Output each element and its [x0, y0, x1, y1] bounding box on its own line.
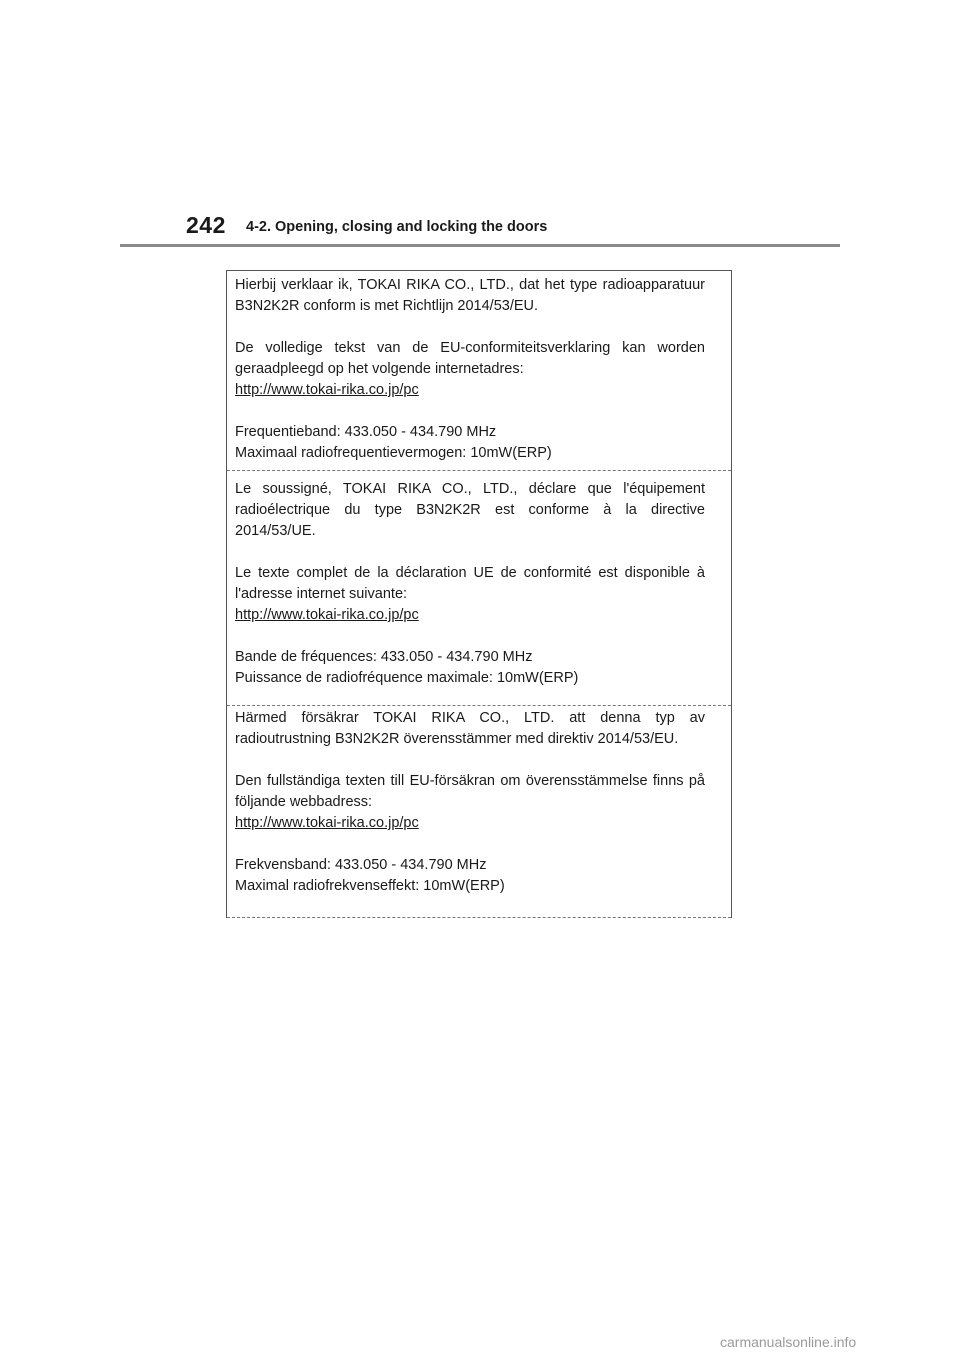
frequency-band: Frequentieband: 433.050 - 434.790 MHz — [235, 424, 497, 440]
full-text-intro: De volledige tekst van de EU-conformiteitsverklaring kan worden geraadpleegd op het volgende internetadres: — [235, 340, 705, 377]
declaration-block-dutch — [227, 275, 731, 471]
declaration-url-link[interactable]: http://www.tokai-rika.co.jp/pc — [235, 607, 419, 623]
max-power: Maximaal radiofrequentievermogen: 10mW(ERP) — [235, 445, 552, 461]
max-power: Puissance de radiofréquence maximale: 10mW(ERP) — [235, 670, 579, 686]
page-number: 242 — [186, 212, 226, 238]
declaration-block-french — [227, 479, 731, 706]
declaration-text: Hierbij verklaar ik, TOKAI RIKA CO., LTD., dat het type radioapparatuur B3N2K2R conform is met Richtlijn 2014/53/EU. — [235, 277, 705, 314]
declaration-url-link[interactable]: http://www.tokai-rika.co.jp/pc — [235, 815, 419, 831]
frequency-band: Frekvensband: 433.050 - 434.790 MHz — [235, 857, 487, 873]
declaration-text: Härmed försäkrar TOKAI RIKA CO., LTD. att denna typ av radioutrustning B3N2K2R överensstämmer med direktiv 2014/53/EU. — [235, 710, 705, 747]
full-text-intro: Den fullständiga texten till EU-försäkran om överensstämmelse finns på följande webbadress: — [235, 773, 705, 810]
full-text-intro: Le texte complet de la déclaration UE de conformité est disponible à l'adresse internet suivante: — [235, 565, 705, 602]
max-power: Maximal radiofrekvenseffekt: 10mW(ERP) — [235, 878, 505, 894]
declaration-url-link[interactable]: http://www.tokai-rika.co.jp/pc — [235, 382, 419, 398]
frequency-band: Bande de fréquences: 433.050 - 434.790 MHz — [235, 649, 533, 665]
watermark: carmanualsonline.info — [720, 1334, 857, 1350]
declaration-text: Le soussigné, TOKAI RIKA CO., LTD., déclare que l'équipement radioélectrique du type B3N2K2R est conforme à la directive 2014/53/UE. — [235, 481, 705, 539]
page-header — [0, 0, 960, 250]
header-divider — [120, 244, 840, 247]
section-title: 4-2. Opening, closing and locking the doors — [246, 219, 548, 235]
declaration-block-swedish — [227, 708, 731, 918]
eu-declaration-box — [226, 270, 732, 918]
